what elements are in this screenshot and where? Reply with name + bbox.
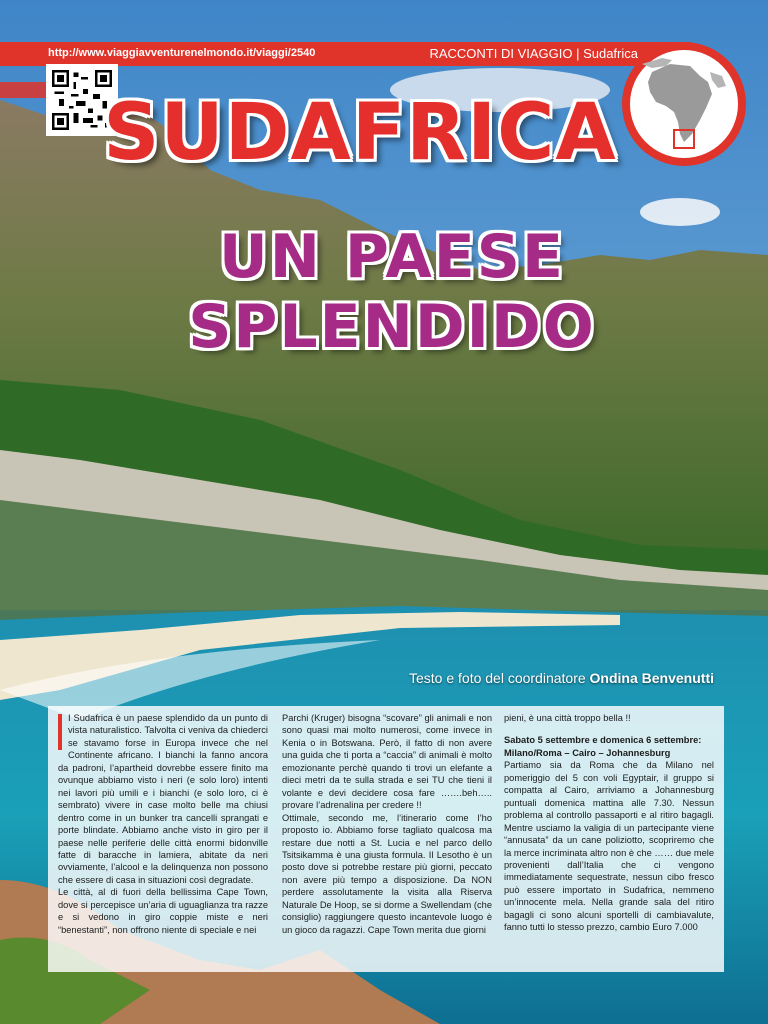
article-column-3 (504, 712, 714, 934)
drop-cap-bar (58, 714, 62, 750)
main-title: SUDAFRICA (103, 88, 617, 178)
article-paragraph: Parchi (Kruger) bisogna “scovare” gli animali e non sono quasi mai molto numerosi, come invece in Kenia o in Botswana. Però, il fatto di non avere una guida che ti porta a “caccia” di animali è molto emozionante perchè quando ti trovi un elefante a dieci metri da te sulla strada e sei TU che tieni il volante e devi decidere cosa fare …….beh….. provare l’adrenalina per credere !! (282, 713, 492, 811)
credit-author: Ondina Benvenutti (589, 670, 714, 686)
article-paragraph: I Sudafrica è un paese splendido da un punto di vista naturalistico. Talvolta ci veniva da chiederci se stavamo forse in Europa invece che nel Continente africano. I bianchi la fanno ancora da padroni, l’apartheid dovrebbe essere finito ma ovunque abbiamo visto i neri (e solo loro) intenti nei lavori più umili e i bianchi (e solo loro, ci è sembrato) vivere in case molto belle ma chiusi dentro come in un bunker tra cancelli sprangati e porte blindate. Abbiamo anche visto in giro per il paese nelle periferie delle città enormi bidonville fatte di baracche in lamiera, abitate da neri ovviamente, l’alcool e la delinquenza non possono che essere di casa in situazioni così degradate. (58, 713, 268, 885)
article-column-1 (58, 712, 268, 936)
day-heading: Sabato 5 settembre e domenica 6 settembre: (504, 735, 702, 746)
author-credit (409, 670, 714, 686)
header-url[interactable]: http://www.viaggiavventurenelmondo.it/viaggi/2540 (48, 47, 316, 59)
header-section: RACCONTI DI VIAGGIO | Sudafrica (429, 46, 638, 61)
article-paragraph: Partiamo sia da Roma che da Milano nel pomeriggio del 5 con voli Egyptair, il gruppo si compatta al Cairo, arriviamo a Johannesburg puntuali domenica mattina alle 7.30. Nessun problema al controllo passaporti e al ritiro bagagli. Mentre usciamo la valigia di un partecipante viene “annusata” da un cane poliziotto, scopriremo che la merce incriminata altro non è che …… due mele provenienti dall’Italia che ci vengono immediatamente sequestrate, nessun cibo fresco può essere importato in Sudafrica, nemmeno un’innocente mela. Nella grande sala del ritiro bagagli ci sono alcuni sportelli di cambiavalute, fanno tutti lo stesso prezzo, cambio Euro 7.000 (504, 760, 714, 933)
credit-prefix: Testo e foto del coordinatore (408, 670, 586, 686)
article-paragraph: Le città, al di fuori della bellissima Cape Town, dove si percepisce un’aria di uguaglianza tra razze e si vedono in giro coppie miste e neri “benestanti”, non offrono niente di speciale e nei (58, 887, 268, 935)
article-paragraph: Ottimale, secondo me, l’itinerario come l’ho proposto io. Abbiamo forse tagliato qualcosa ma restare due notti a St. Lucia e nel parco dello Tsitsikamma è una giusta formula. Il Lesotho è un posto dove si potrebbe restare più giorni, peccato non avere più tempo a disposizione. Da NON perdere assolutamente la visita alla Riserva Naturale De Hoop, se si dorme a Swellendam (che consiglio) raggiungere questo incantevole luogo è un gioco da ragazzi. Cape Town merita due giorni (282, 812, 492, 935)
article-paragraph: pieni, è una città troppo bella !! (504, 713, 631, 723)
article-column-2 (282, 712, 492, 936)
day-route: Milano/Roma – Cairo – Johannesburg (504, 747, 671, 758)
subtitle: UN PAESE SPLENDIDO (188, 222, 596, 362)
article-panel (48, 706, 724, 972)
header-bar (0, 42, 690, 66)
